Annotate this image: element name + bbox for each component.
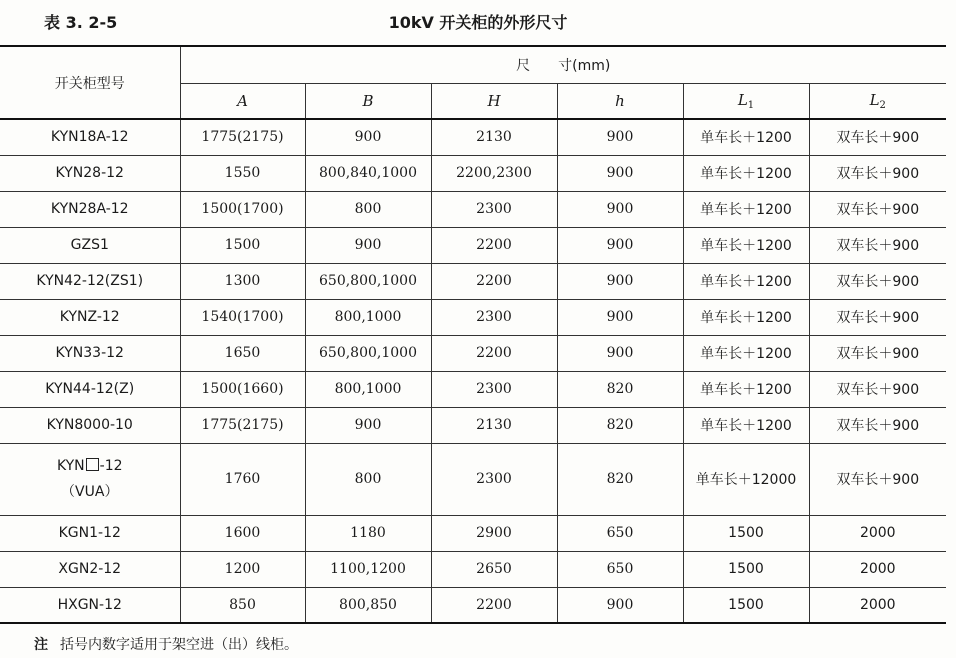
cell-b: 900 xyxy=(305,227,431,263)
header-col-b: B xyxy=(305,83,431,119)
cell-model xyxy=(0,443,180,515)
cell-model: GZS1 xyxy=(0,227,180,263)
cell-l1: 单车长＋1200 xyxy=(683,191,809,227)
cell-h-lower: 820 xyxy=(557,371,683,407)
cell-l2: 双车长＋900 xyxy=(809,407,946,443)
cell-b: 650,800,1000 xyxy=(305,263,431,299)
cell-h-lower: 900 xyxy=(557,155,683,191)
cell-model: KYN42-12(ZS1) xyxy=(0,263,180,299)
table-row xyxy=(0,227,946,263)
header-col-a: A xyxy=(180,83,305,119)
model-variant: （VUA） xyxy=(61,484,119,500)
cell-h-lower: 900 xyxy=(557,263,683,299)
cell-b: 800,840,1000 xyxy=(305,155,431,191)
cell-b: 650,800,1000 xyxy=(305,335,431,371)
model-prefix: KYN xyxy=(56,458,85,474)
cell-h-lower: 900 xyxy=(557,299,683,335)
header-col-h-lower: h xyxy=(557,83,683,119)
cell-b: 800,850 xyxy=(305,587,431,623)
cell-model: KGN1-12 xyxy=(0,515,180,551)
cell-model: KYN8000-10 xyxy=(0,407,180,443)
cell-model: KYNZ-12 xyxy=(0,299,180,335)
table-row xyxy=(0,443,946,515)
cell-l2: 2000 xyxy=(809,515,946,551)
cell-model: XGN2-12 xyxy=(0,551,180,587)
cell-l2: 双车长＋900 xyxy=(809,191,946,227)
table-row xyxy=(0,119,946,155)
table-caption xyxy=(0,0,956,40)
cell-a: 1775(2175) xyxy=(180,407,305,443)
cell-h-lower: 650 xyxy=(557,515,683,551)
cell-h-lower: 900 xyxy=(557,587,683,623)
cell-l2: 双车长＋900 xyxy=(809,263,946,299)
cell-a: 1500(1660) xyxy=(180,371,305,407)
header-col-h-upper: H xyxy=(431,83,557,119)
table-note xyxy=(34,634,298,654)
cell-b: 800 xyxy=(305,443,431,515)
table-row xyxy=(0,371,946,407)
cell-h-lower: 820 xyxy=(557,443,683,515)
cell-l1: 单车长＋1200 xyxy=(683,407,809,443)
dimensions-table xyxy=(0,45,946,624)
cell-l1: 1500 xyxy=(683,551,809,587)
table-title: 10kV 开关柜的外形尺寸 xyxy=(388,13,568,32)
table-number: 表 3. 2-5 xyxy=(44,13,118,32)
cell-b: 1180 xyxy=(305,515,431,551)
cell-l1: 单车长＋1200 xyxy=(683,371,809,407)
cell-l2: 双车长＋900 xyxy=(809,371,946,407)
cell-a: 1300 xyxy=(180,263,305,299)
cell-h-upper: 2200,2300 xyxy=(431,155,557,191)
table-row xyxy=(0,155,946,191)
cell-l2: 双车长＋900 xyxy=(809,443,946,515)
cell-h-upper: 2200 xyxy=(431,587,557,623)
header-model: 开关柜型号 xyxy=(0,46,180,119)
table-row xyxy=(0,515,946,551)
table-row xyxy=(0,587,946,623)
cell-model: KYN28A-12 xyxy=(0,191,180,227)
table-row xyxy=(0,551,946,587)
cell-h-upper: 2300 xyxy=(431,371,557,407)
cell-h-upper: 2900 xyxy=(431,515,557,551)
cell-l1: 单车长＋1200 xyxy=(683,119,809,155)
cell-a: 1550 xyxy=(180,155,305,191)
cell-h-upper: 2300 xyxy=(431,443,557,515)
cell-model: KYN18A-12 xyxy=(0,119,180,155)
cell-b: 1100,1200 xyxy=(305,551,431,587)
cell-a: 1650 xyxy=(180,335,305,371)
cell-h-upper: 2200 xyxy=(431,335,557,371)
cell-model: KYN28-12 xyxy=(0,155,180,191)
cell-l1: 单车长＋1200 xyxy=(683,263,809,299)
cell-a: 1775(2175) xyxy=(180,119,305,155)
cell-model: KYN44-12(Z) xyxy=(0,371,180,407)
cell-l1: 1500 xyxy=(683,587,809,623)
cell-h-lower: 820 xyxy=(557,407,683,443)
cell-l1: 单车长＋12000 xyxy=(683,443,809,515)
cell-b: 900 xyxy=(305,407,431,443)
cell-h-upper: 2300 xyxy=(431,299,557,335)
cell-l1: 单车长＋1200 xyxy=(683,155,809,191)
cell-h-upper: 2130 xyxy=(431,119,557,155)
model-suffix: -12 xyxy=(99,458,123,474)
cell-h-upper: 2200 xyxy=(431,263,557,299)
cell-a: 1600 xyxy=(180,515,305,551)
cell-h-lower: 900 xyxy=(557,335,683,371)
cell-h-lower: 900 xyxy=(557,119,683,155)
cell-a: 1540(1700) xyxy=(180,299,305,335)
placeholder-box-icon xyxy=(86,458,99,471)
cell-h-lower: 900 xyxy=(557,191,683,227)
table-row xyxy=(0,191,946,227)
cell-b: 800 xyxy=(305,191,431,227)
cell-b: 900 xyxy=(305,119,431,155)
cell-a: 1200 xyxy=(180,551,305,587)
cell-h-lower: 650 xyxy=(557,551,683,587)
cell-a: 1760 xyxy=(180,443,305,515)
table-row xyxy=(0,335,946,371)
note-label: 注 xyxy=(34,637,48,653)
cell-l2: 2000 xyxy=(809,587,946,623)
cell-l1: 1500 xyxy=(683,515,809,551)
cell-h-upper: 2130 xyxy=(431,407,557,443)
cell-b: 800,1000 xyxy=(305,299,431,335)
cell-l2: 双车长＋900 xyxy=(809,155,946,191)
cell-b: 800,1000 xyxy=(305,371,431,407)
cell-l1: 单车长＋1200 xyxy=(683,335,809,371)
cell-model: KYN33-12 xyxy=(0,335,180,371)
table-row xyxy=(0,407,946,443)
cell-l2: 双车长＋900 xyxy=(809,299,946,335)
cell-l2: 2000 xyxy=(809,551,946,587)
cell-h-upper: 2650 xyxy=(431,551,557,587)
cell-a: 850 xyxy=(180,587,305,623)
cell-l2: 双车长＋900 xyxy=(809,119,946,155)
cell-l2: 双车长＋900 xyxy=(809,227,946,263)
cell-h-upper: 2200 xyxy=(431,227,557,263)
table-row xyxy=(0,299,946,335)
cell-model: HXGN-12 xyxy=(0,587,180,623)
header-col-l1: $L_1$ xyxy=(683,83,809,119)
cell-h-upper: 2300 xyxy=(431,191,557,227)
cell-l2: 双车长＋900 xyxy=(809,335,946,371)
cell-l1: 单车长＋1200 xyxy=(683,227,809,263)
header-dimensions: 尺 寸(mm) xyxy=(180,46,946,83)
cell-l1: 单车长＋1200 xyxy=(683,299,809,335)
cell-h-lower: 900 xyxy=(557,227,683,263)
cell-a: 1500 xyxy=(180,227,305,263)
note-text: 括号内数字适用于架空进（出）线柜。 xyxy=(60,637,298,653)
header-col-l2: $L_2$ xyxy=(809,83,946,119)
table-row xyxy=(0,263,946,299)
cell-a: 1500(1700) xyxy=(180,191,305,227)
